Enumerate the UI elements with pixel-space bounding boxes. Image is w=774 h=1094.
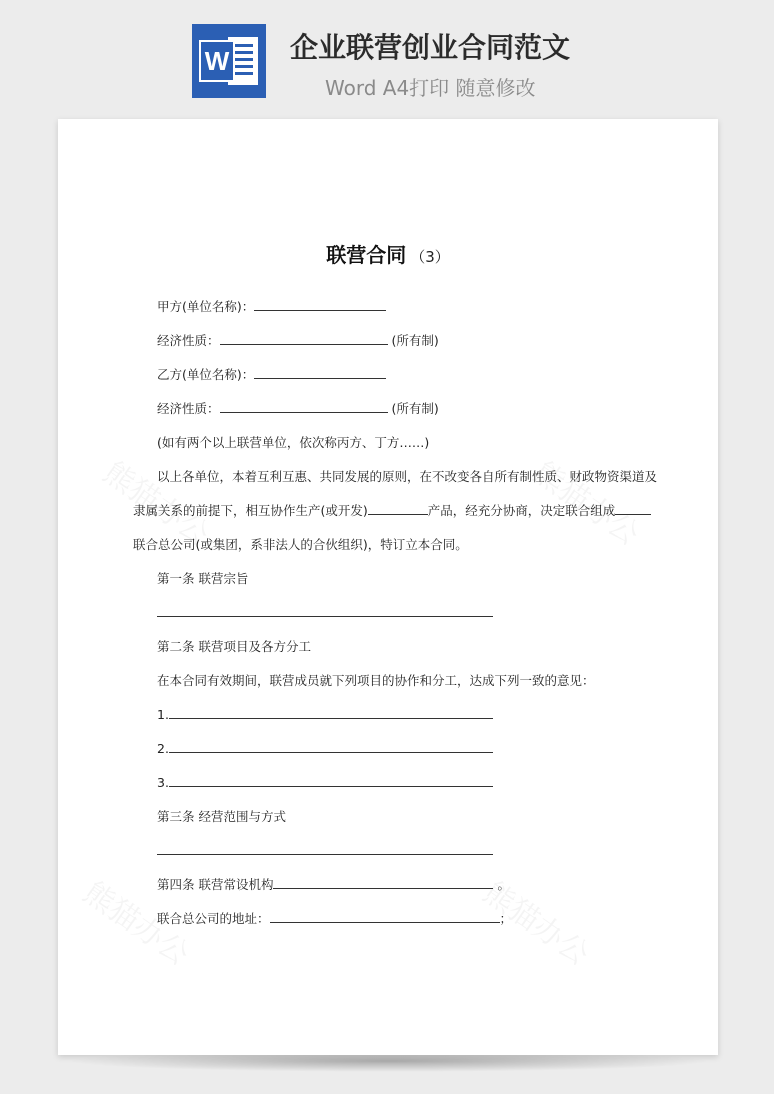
party-a-label: 甲方(单位名称)：: [157, 299, 255, 314]
contract-title: [58, 239, 718, 268]
note-line: (如有两个以上联营单位，依次称丙方、丁方……): [157, 435, 430, 450]
address-line: [157, 909, 512, 927]
nature-a-blank[interactable]: [220, 331, 388, 345]
address-end: ；: [499, 911, 513, 926]
article-3-heading: 第三条 经营范围与方式: [157, 809, 286, 824]
contract-title-text: 联营合同: [326, 243, 407, 267]
party-b-label: 乙方(单位名称)：: [157, 367, 255, 382]
item-3-line: [157, 773, 493, 790]
product-blank[interactable]: [368, 501, 428, 515]
item-3-blank[interactable]: [169, 773, 493, 787]
article-1-heading: 第一条 联营宗旨: [157, 571, 249, 586]
para1-line2b: 产品，经充分协商，决定联合组成: [427, 503, 616, 518]
party-b-line: [157, 365, 386, 383]
contract-title-number: （3）: [410, 248, 450, 266]
para1-line1: 以上各单位，本着互利互惠、共同发展的原则，在不改变各自所有制性质、财政物资渠道及: [157, 469, 658, 484]
article-2-heading: 第二条 联营项目及各方分工: [157, 639, 311, 654]
company-name-blank[interactable]: [615, 501, 651, 515]
item-2-line: [157, 739, 493, 756]
address-label: 联合总公司的地址：: [157, 911, 270, 926]
article-4-end: 。: [497, 877, 510, 892]
item-1-number: 1.: [157, 707, 169, 722]
nature-a-suffix: (所有制): [391, 333, 439, 348]
item-3-number: 3.: [157, 775, 169, 790]
item-2-number: 2.: [157, 741, 169, 756]
article-4-heading: 第四条 联营常设机构: [157, 877, 274, 892]
nature-b-suffix: (所有制): [391, 401, 439, 416]
header: [0, 0, 774, 110]
doc-subtitle: Word A4打印 随意修改: [325, 76, 536, 100]
party-a-blank[interactable]: [254, 297, 386, 311]
svg-text:W: W: [204, 46, 230, 76]
para1-line2: [133, 501, 651, 519]
party-a-line: [157, 297, 386, 315]
article-4-line: [157, 875, 510, 893]
item-1-line: [157, 705, 493, 722]
word-icon: [192, 24, 266, 98]
article-1-blank[interactable]: [157, 603, 493, 617]
party-b-blank[interactable]: [254, 365, 386, 379]
nature-a-line: [157, 331, 439, 349]
document-page: [58, 119, 718, 1055]
article-2-desc: 在本合同有效期间，联营成员就下列项目的协作和分工，达成下列一致的意见：: [157, 673, 595, 688]
address-blank[interactable]: [270, 909, 500, 923]
article-3-blank[interactable]: [157, 841, 493, 855]
item-2-blank[interactable]: [169, 739, 493, 753]
doc-title: 企业联营创业合同范文: [290, 31, 571, 64]
nature-b-label: 经济性质：: [157, 401, 220, 416]
nature-b-blank[interactable]: [220, 399, 388, 413]
article-4-blank[interactable]: [273, 875, 493, 889]
item-1-blank[interactable]: [169, 705, 493, 719]
para1-line3: 联合总公司(或集团，系非法人的合伙组织)，特订立本合同。: [133, 537, 468, 552]
nature-a-label: 经济性质：: [157, 333, 220, 348]
nature-b-line: [157, 399, 439, 417]
article-3-blank-line: [157, 841, 493, 858]
article-1-blank-line: [157, 603, 493, 620]
para1-line2a: 隶属关系的前提下，相互协作生产(或开发): [133, 503, 368, 518]
